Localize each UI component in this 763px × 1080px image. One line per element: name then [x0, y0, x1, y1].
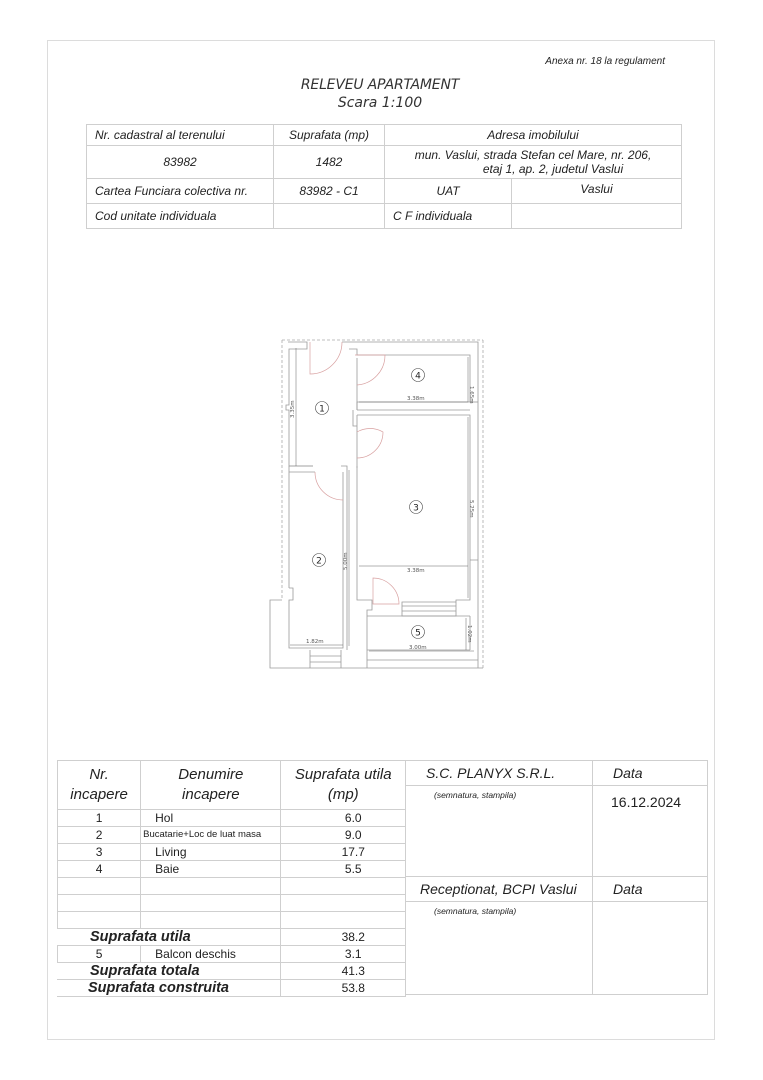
document-scale: Scara 1:100	[337, 95, 423, 111]
rooms-table	[57, 760, 406, 997]
cf-collective-value: 83982 - C1	[274, 179, 385, 204]
dim-bucatarie-height: 5.00m	[343, 552, 349, 570]
dim-bucatarie-width: 1.82m	[306, 639, 324, 645]
annex-note: Anexa nr. 18 la regulament	[545, 56, 665, 67]
table-row-empty	[58, 912, 406, 929]
dim-hol-height: 3.35m	[290, 400, 296, 418]
cadastral-value: 83982	[87, 146, 274, 179]
svg-text:1: 1	[319, 404, 325, 415]
svg-text:4: 4	[415, 371, 421, 382]
date-value: 16.12.2024	[593, 786, 708, 877]
address-line-1: mun. Vaslui, strada Stefan cel Mare, nr. 206,	[414, 148, 652, 162]
cf-individual-label: C F individuala	[385, 204, 512, 229]
suprafata-totala-row: Suprafata totala 41.3	[58, 963, 406, 980]
property-info-table	[86, 124, 682, 229]
suprafata-utila-row: Suprafata utila 38.2	[58, 929, 406, 946]
suprafata-construita-row: Suprafata construita 53.8	[58, 980, 406, 997]
table-row-empty	[58, 895, 406, 912]
area-label: Suprafata (mp)	[274, 125, 385, 146]
dim-baie-height: 1.65m	[468, 386, 474, 404]
header-nr: Nr. incapere	[58, 761, 141, 810]
signature-table	[405, 760, 708, 995]
room-label-5	[412, 626, 425, 639]
received-by: Receptionat, BCPI Vaslui	[406, 877, 593, 902]
table-row: 4 Baie 5.5	[58, 861, 406, 878]
svg-text:5: 5	[415, 628, 421, 639]
uat-label: UAT	[385, 179, 512, 204]
room-label-3	[410, 501, 423, 514]
dim-balcon-height: 1.02m	[466, 625, 472, 643]
date-value-2	[593, 902, 708, 995]
header-name: Denumire incapere	[141, 761, 281, 810]
room-label-4	[412, 369, 425, 382]
header-area: Suprafata utila (mp)	[281, 761, 406, 810]
signature-note-received: (semnatura, stampila)	[406, 902, 593, 995]
signature-note-company: (semnatura, stampila)	[406, 786, 593, 877]
date-label: Data	[593, 761, 708, 786]
svg-text:3: 3	[413, 503, 419, 514]
balcon-row: 5 Balcon deschis 3.1	[58, 946, 406, 963]
floor-plan	[262, 336, 492, 672]
cadastral-label: Nr. cadastral al terenului	[87, 125, 274, 146]
address-line-2: etaj 1, ap. 2, judetul Vaslui	[482, 162, 624, 176]
table-row-empty	[58, 878, 406, 895]
room-label-2	[313, 554, 326, 567]
company-name: S.C. PLANYX S.R.L.	[406, 761, 593, 786]
cf-individual-value	[512, 204, 682, 229]
unit-code-label: Cod unitate individuala	[87, 204, 274, 229]
table-row: 1 Hol 6.0	[58, 810, 406, 827]
dim-living-width: 3.38m	[407, 568, 425, 574]
table-row: 3 Living 17.7	[58, 844, 406, 861]
address-label: Adresa imobilului	[385, 125, 682, 146]
svg-text:2: 2	[316, 556, 322, 567]
document-title: RELEVEU APARTAMENT	[300, 77, 460, 93]
address-value	[385, 146, 682, 179]
dim-balcon-width: 3.00m	[409, 645, 427, 651]
table-row: 2 Bucatarie+Loc de luat masa 9.0	[58, 827, 406, 844]
unit-code-value	[274, 204, 385, 229]
dim-living-height: 5.25m	[468, 500, 474, 518]
room-label-1	[316, 402, 329, 415]
dim-baie-width: 3.38m	[407, 396, 425, 402]
uat-value: Vaslui	[512, 179, 682, 204]
date-label-2: Data	[593, 877, 708, 902]
area-value: 1482	[274, 146, 385, 179]
cf-collective-label: Cartea Funciara colectiva nr.	[87, 179, 274, 204]
